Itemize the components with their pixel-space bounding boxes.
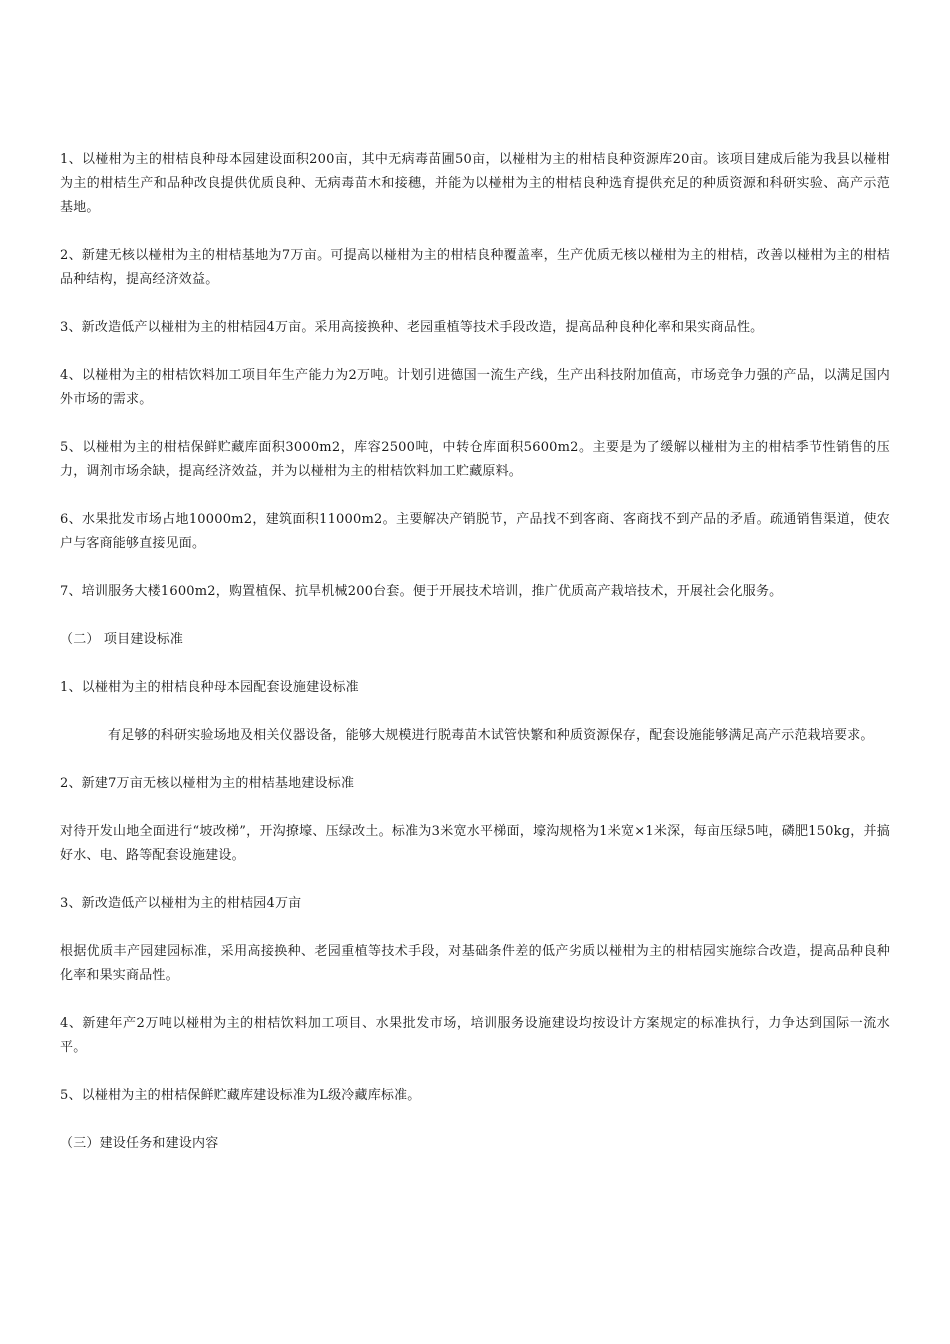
standard-body-seedless-base: 对待开发山地全面进行“坡改梯”，开沟撩壕、压绿改土。标准为3米宽水平梯面，壕沟规格为1米宽×1米深，每亩压绿5吨，磷肥150kg，并搞好水、电、路等配套设施建设。 <box>60 824 890 863</box>
item-cold-storage: 5、以椪柑为主的柑桔保鲜贮藏库面积3000m2，库容2500吨，中转仓库面积5600m2。主要是为了缓解以椪柑为主的柑桔季节性销售的压力，调剂市场余缺，提高经济效益，并为以椪柑为主的柑桔饮料加工贮藏原料。 <box>60 440 890 479</box>
standard-heading-mother-orchard: 1、以椪柑为主的柑桔良种母本园配套设施建设标准 <box>60 680 359 695</box>
section-heading-standards: （二） 项目建设标准 <box>60 632 184 647</box>
item-wholesale-market: 6、水果批发市场占地10000m2，建筑面积11000m2。主要解决产销脱节，产品找不到客商、客商找不到产品的矛盾。疏通销售渠道，使农户与客商能够直接见面。 <box>60 512 890 551</box>
item-training-building: 7、培训服务大楼1600m2，购置植保、抗旱机械200台套。便于开展技术培训，推广优质高产栽培技术，开展社会化服务。 <box>60 584 783 599</box>
item-low-yield-renovation: 3、新改造低产以椪柑为主的柑桔园4万亩。采用高接换种、老园重植等技术手段改造，提高品种良种化率和果实商品性。 <box>60 320 764 335</box>
item-mother-orchard: 1、以椪柑为主的柑桔良种母本园建设面积200亩，其中无病毒苗圃50亩，以椪柑为主的柑桔良种资源库20亩。该项目建成后能为我县以椪柑为主的柑桔生产和品种改良提供优质良种、无病毒苗木和接穗，并能为以椪柑为主的柑桔良种选育提供充足的种质资源和科研实验、高产示范基地。 <box>60 152 890 215</box>
item-seedless-base: 2、新建无核以椪柑为主的柑桔基地为7万亩。可提高以椪柑为主的柑桔良种覆盖率，生产优质无核以椪柑为主的柑桔，改善以椪柑为主的柑桔品种结构，提高经济效益。 <box>60 248 890 287</box>
standard-heading-seedless-base: 2、新建7万亩无核以椪柑为主的柑桔基地建设标准 <box>60 776 355 791</box>
item-beverage-processing: 4、以椪柑为主的柑桔饮料加工项目年生产能力为2万吨。计划引进德国一流生产线，生产出科技附加值高，市场竞争力强的产品，以满足国内外市场的需求。 <box>60 368 890 407</box>
section-heading-tasks: （三）建设任务和建设内容 <box>60 1136 219 1151</box>
document-body <box>60 148 890 1180</box>
standard-body-mother-orchard: 有足够的科研实验场地及相关仪器设备，能够大规模进行脱毒苗木试管快繁和种质资源保存，配套设施能够满足高产示范栽培要求。 <box>108 728 874 743</box>
standard-heading-renovation: 3、新改造低产以椪柑为主的柑桔园4万亩 <box>60 896 302 911</box>
standard-processing-market: 4、新建年产2万吨以椪柑为主的柑桔饮料加工项目、水果批发市场，培训服务设施建设均按设计方案规定的标准执行，力争达到国际一流水平。 <box>60 1016 890 1055</box>
standard-body-renovation: 根据优质丰产园建园标准，采用高接换种、老园重植等技术手段，对基础条件差的低产劣质以椪柑为主的柑桔园实施综合改造，提高品种良种化率和果实商品性。 <box>60 944 890 983</box>
standard-cold-storage: 5、以椪柑为主的柑桔保鲜贮藏库建设标准为L级冷藏库标准。 <box>60 1088 421 1103</box>
